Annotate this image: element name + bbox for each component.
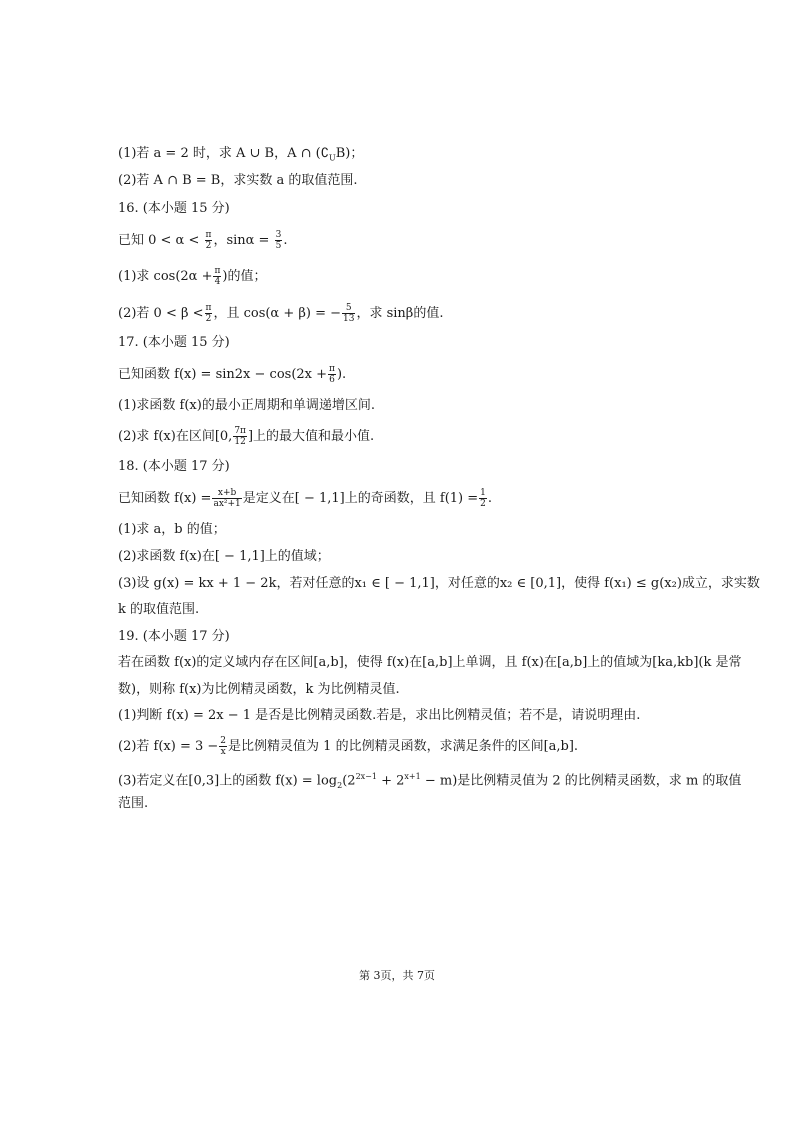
q19-part3-cont: 范围. [118,796,149,811]
fraction-pi-4: $\frac{\pi}{4}$ [214,266,221,287]
fraction-1-2: $\frac{1}{2}$ [480,488,486,509]
q16-part1: (1)求 cos(2α + $\frac{\pi}{4}$ )的值； [118,266,267,287]
q15-part2: (2)若 A ∩ B = B，求实数 a 的取值范围. [118,173,358,188]
q15-part1: (1)若 a = 2 时，求 A ∪ B，A ∩ $(∁_UB)$； [118,146,364,163]
q16-part2: (2)若 0 < β < $\frac{\pi}{2}$ ，且 cos(α + β) = − $\frac{5}{13}$ ，求 sinβ的值. [118,303,444,324]
q16-stem: 已知 0 < α < $\frac{\pi}{2}$ ，sinα = $\frac{3}{5}$ . [118,230,288,251]
q19-part1: (1)判断 f(x) = 2x − 1 是否是比例精灵函数.若是，求出比例精灵值；若不是，请说明理由. [118,708,641,723]
fraction-7pi-12: $\frac{7\pi}{12}$ [234,426,246,447]
q19-heading: 19. (本小题 17 分) [118,629,230,644]
q18-part1: (1)求 a，b 的值； [118,522,226,537]
q19-part3: (3)若定义在[0,3]上的函数 $f(x) = \log_2(2^{2x-1} + 2^{x+1} - m)$是比例精灵值为 2 的比例精灵函数，求 m 的取值 [118,772,742,790]
q18-part3: (3)设 g(x) = kx + 1 − 2k，若对任意的x₁ ∈ [ − 1,1]，对任意的x₂ ∈ [0,1]，使得 f(x₁) ≤ g(x₂)成立，求实数 [118,576,760,591]
q19-part2: (2)若 f(x) = 3 − $\frac{2}{x}$ 是比例精灵值为 1 的比例精灵函数，求满足条件的区间[a,b]. [118,736,579,757]
q17-part1: (1)求函数 f(x)的最小正周期和单调递增区间. [118,398,375,413]
fraction-pi-2b: $\frac{\pi}{2}$ [205,303,212,324]
fraction-pi-6: $\frac{\pi}{6}$ [329,364,335,385]
fraction-2-x: $\frac{2}{x}$ [220,736,227,757]
q18-part2: (2)求函数 f(x)在[ − 1,1]上的值域； [118,549,330,564]
q17-stem: 已知函数 f(x) = sin2x − cos(2x + $\frac{\pi}{6}$ ). [118,364,347,385]
fraction-5-13: $\frac{5}{13}$ [343,303,355,324]
fraction-xb-ax: $\frac{x+b}{\text{ax²+1}}$ [213,488,241,509]
q19-stem: 若在函数 f(x)的定义域内存在区间[a,b]，使得 f(x)在[a,b]上单调，且 f(x)在[a,b]上的值域为[ka,kb](k 是常 [118,655,742,670]
q18-heading: 18. (本小题 17 分) [118,459,230,474]
q17-part2: (2)求 f(x)在区间[0, $\frac{7\pi}{12}$ ]上的最大值和最小值. [118,426,375,447]
fraction-pi-2: $\frac{\pi}{2}$ [205,230,212,251]
q19-stem-cont: 数)，则称 f(x)为比例精灵函数，k 为比例精灵值. [118,682,400,697]
q18-stem: 已知函数 f(x) = $\frac{x+b}{\text{ax²+1}}$ 是定义在[ − 1,1]上的奇函数，且 f(1) = $\frac{1}{2}$ . [118,488,493,509]
q17-heading: 17. (本小题 15 分) [118,335,230,350]
page-number-footer: 第 3页，共 7页 [359,969,435,982]
q16-heading: 16. (本小题 15 分) [118,201,230,216]
q18-part3-cont: k 的取值范围. [118,602,200,617]
fraction-3-5: $\frac{3}{5}$ [275,230,282,251]
